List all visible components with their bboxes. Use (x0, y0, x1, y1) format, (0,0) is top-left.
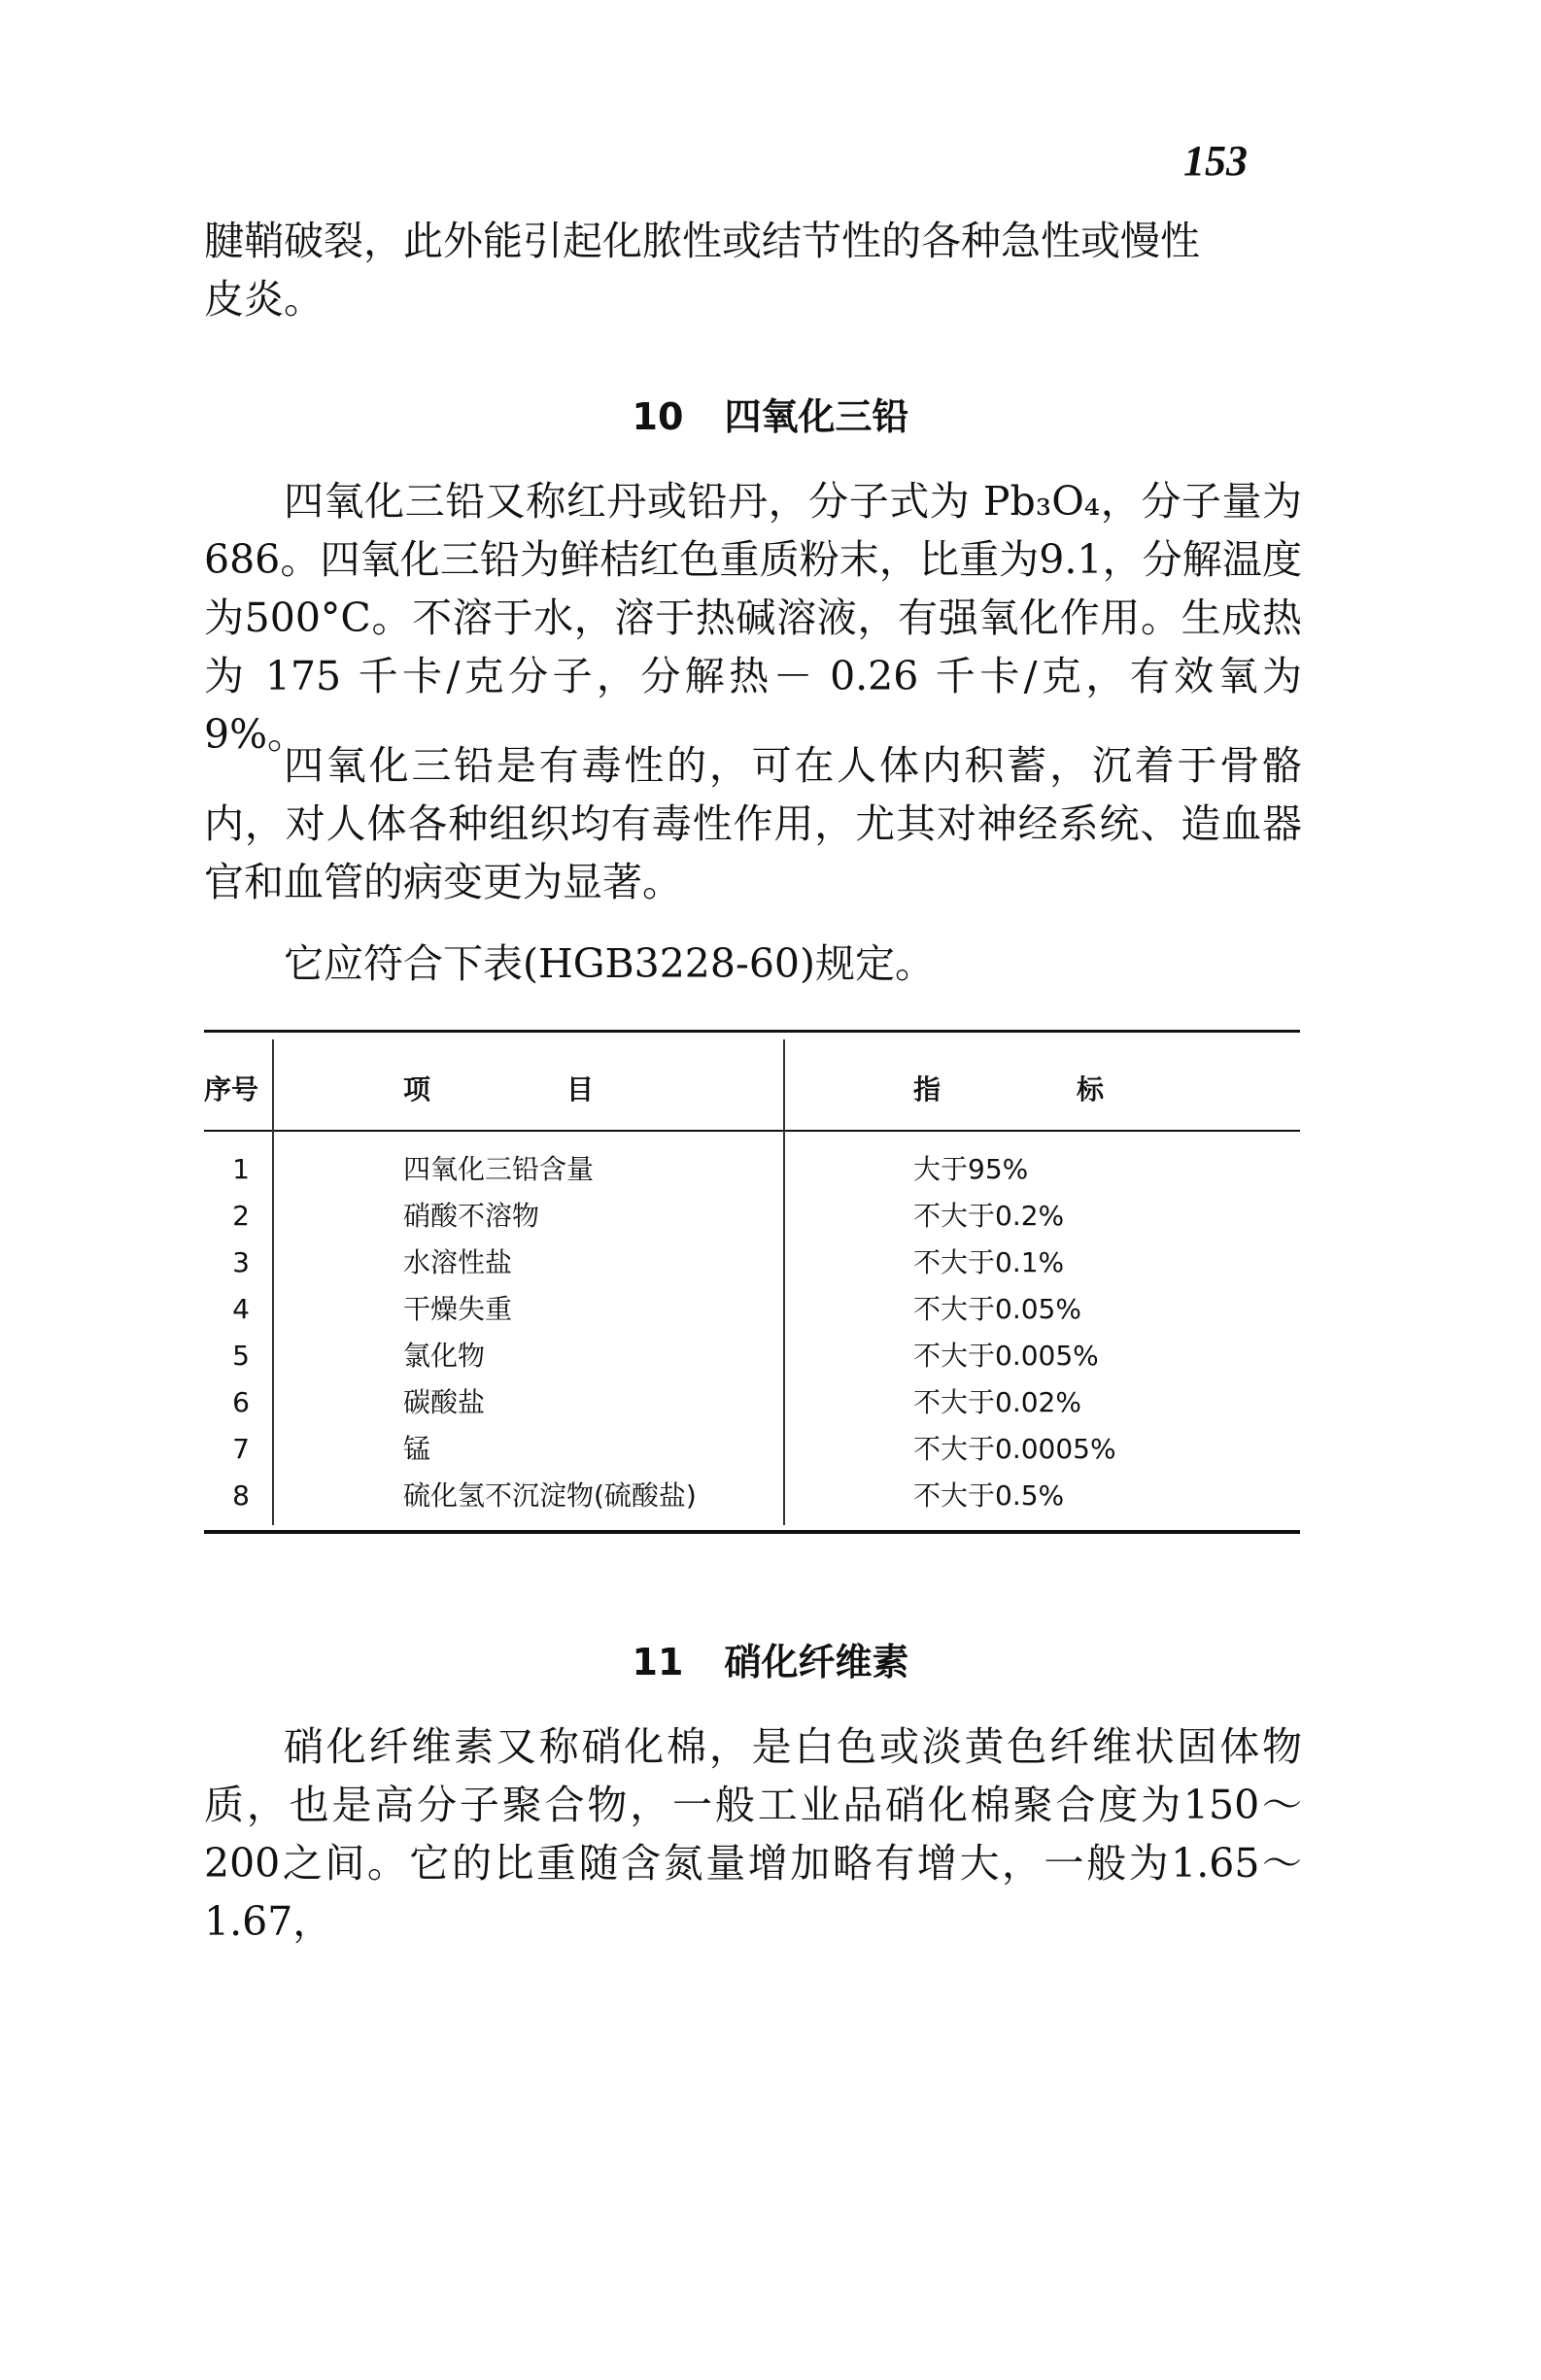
row-item: 硫化氢不沉淀物(硫酸盐) (403, 1479, 697, 1512)
header-item: 项 目 (403, 1073, 595, 1105)
row-spec: 不大于0.2% (913, 1200, 1065, 1232)
row-number: 7 (232, 1433, 250, 1465)
row-spec: 不大于0.5% (913, 1479, 1065, 1512)
section-10-paragraph-1: 四氧化三铅又称红丹或铅丹，分子式为 Pb₃O₄，分子量为686。四氧化三铅为鲜桔红色重质粉末，比重为9.1，分解温度为500°C。不溶于水，溶于热碱溶液，有强氧化作用。生成热为 175 千卡/克分子，分解热－ 0.26 千卡/克，有效氧为 9%。 (204, 478, 1302, 758)
row-item: 硝酸不溶物 (403, 1200, 540, 1232)
section-10-paragraph-3: 它应符合下表(HGB3228-60)规定。 (284, 940, 935, 987)
row-item: 水溶性盐 (403, 1246, 513, 1278)
header-number: 序号 (204, 1073, 259, 1105)
row-item: 锰 (403, 1433, 431, 1465)
row-number: 2 (232, 1200, 250, 1232)
row-spec: 不大于0.02% (913, 1386, 1081, 1418)
row-number: 4 (232, 1293, 250, 1325)
section-10-heading (0, 387, 1541, 440)
paragraph-line-2: 皮炎。 (204, 276, 324, 323)
section-11-paragraph-1: 硝化纤维素又称硝化棉，是白色或淡黄色纤维状固体物质，也是高分子聚合物，一般工业品硝化棉聚合度为150～200之间。它的比重随含氮量增加略有增大，一般为1.65～1.67， (204, 1723, 1302, 1945)
row-number: 5 (232, 1340, 250, 1372)
row-item: 碳酸盐 (403, 1386, 486, 1418)
table-divider-2 (783, 1039, 785, 1525)
row-number: 1 (232, 1153, 250, 1185)
row-item: 干燥失重 (403, 1293, 513, 1325)
row-spec: 大于95% (913, 1153, 1029, 1185)
row-item: 四氧化三铅含量 (403, 1153, 595, 1185)
paragraph-line-1: 腱鞘破裂，此外能引起化脓性或结节性的各种急性或慢性 (204, 218, 1200, 264)
table-divider-1 (272, 1039, 274, 1525)
row-number: 6 (232, 1386, 250, 1418)
page-number: 153 (1183, 137, 1248, 185)
row-number: 3 (232, 1246, 250, 1278)
row-spec: 不大于0.05% (913, 1293, 1081, 1325)
section-11-heading (0, 1632, 1541, 1685)
section-10-paragraph-2: 四氧化三铅是有毒性的，可在人体内积蓄，沉着于骨骼内，对人体各种组织均有毒性作用，尤其对神经系统、造血器官和血管的病变更为显著。 (204, 742, 1302, 905)
section-10-number: 10 (632, 395, 684, 438)
specification-table (204, 1030, 1300, 1535)
paragraph-continued (204, 212, 1302, 328)
section-11-title: 硝化纤维素 (724, 1641, 909, 1683)
table-bottom-rule (204, 1530, 1300, 1534)
row-number: 8 (232, 1479, 250, 1512)
header-spec: 指 标 (913, 1073, 1105, 1105)
row-spec: 不大于0.005% (913, 1340, 1099, 1372)
row-spec: 不大于0.1% (913, 1246, 1065, 1278)
table-header-rule (204, 1130, 1300, 1132)
table-top-rule (204, 1030, 1300, 1033)
row-item: 氯化物 (403, 1340, 486, 1372)
section-11-number: 11 (632, 1641, 684, 1683)
section-10-title: 四氧化三铅 (724, 395, 909, 438)
row-spec: 不大于0.0005% (913, 1433, 1116, 1465)
